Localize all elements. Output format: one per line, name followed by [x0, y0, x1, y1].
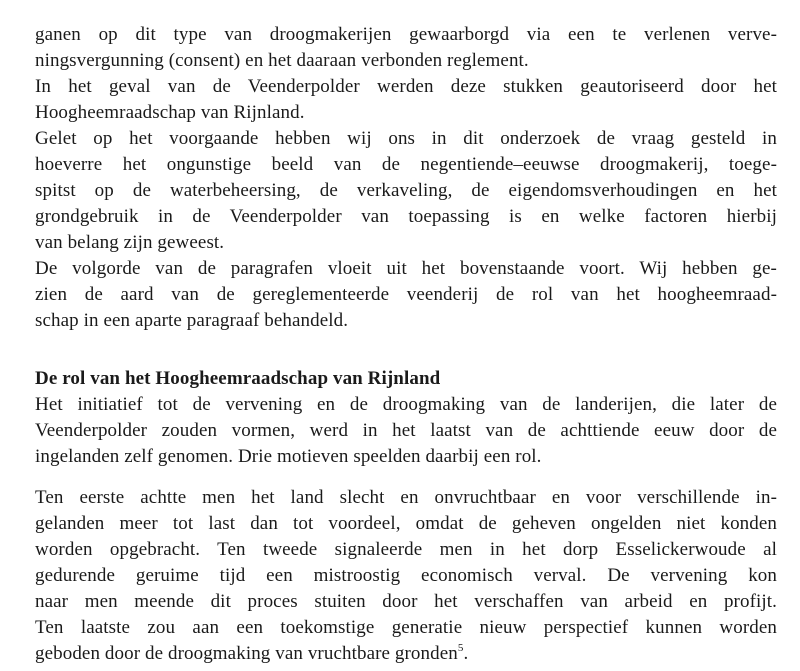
- text-line: grondgebruik in de Veenderpolder van toepassing is en welke factoren hierbij: [35, 206, 777, 227]
- text-line: hoeverre het ongunstige beeld van de negentiende–eeuwse droogmakerij, toege-: [35, 154, 777, 175]
- text-line: gelanden meer tot last dan tot voordeel, omdat de geheven ongelden niet konden: [35, 513, 777, 534]
- text-line: In het geval van de Veenderpolder werden deze stukken geautoriseerd door het: [35, 76, 777, 97]
- text-line: gedurende geruime tijd een mistroostig economisch verval. De vervening kon: [35, 565, 777, 586]
- text-line: schap in een aparte paragraaf behandeld.: [35, 310, 349, 331]
- footnote-marker: 5: [457, 642, 464, 654]
- text-line: ganen op dit type van droogmakerijen gewaarborgd via een te verlenen verve-: [35, 24, 777, 45]
- text-line: zien de aard van de gereglementeerde veenderij de rol van het hoogheemraad-: [35, 284, 777, 305]
- text-line: Het initiatief tot de vervening en de droogmaking van de landerijen, die later de: [35, 394, 777, 415]
- text-line: Ten eerste achtte men het land slecht en onvruchtbaar en voor verschillende in-: [35, 487, 777, 508]
- text-line: naar men meende dit proces stuiten door het verschaffen van arbeid en profijt.: [35, 591, 777, 612]
- text-line-final: [35, 641, 777, 667]
- text-line: worden opgebracht. Ten tweede signaleerde men in het dorp Esselickerwoude al: [35, 539, 777, 560]
- text-line: spitst op de waterbeheersing, de verkaveling, de eigendomsverhoudingen en het: [35, 180, 777, 201]
- section-heading: De rol van het Hoogheemraadschap van Rijnland: [35, 368, 441, 389]
- text-line: Ten laatste zou aan een toekomstige generatie nieuw perspectief kunnen worden: [35, 617, 777, 638]
- text-line: Veenderpolder zouden vormen, werd in het laatst van de achttiende eeuw door de: [35, 420, 777, 441]
- final-line-period: .: [463, 643, 469, 664]
- text-line: van belang zijn geweest.: [35, 232, 225, 253]
- text-line: Gelet op het voorgaande hebben wij ons in dit onderzoek de vraag gesteld in: [35, 128, 777, 149]
- text-line: De volgorde van de paragrafen vloeit uit het bovenstaande voort. Wij hebben ge-: [35, 258, 777, 279]
- text-line: ningsvergunning (consent) en het daaraan verbonden reglement.: [35, 50, 529, 71]
- text-line: Hoogheemraadschap van Rijnland.: [35, 102, 305, 123]
- final-line-text: geboden door de droogmaking van vruchtbare gronden: [35, 643, 458, 664]
- text-line: ingelanden zelf genomen. Drie motieven speelden daarbij een rol.: [35, 446, 542, 467]
